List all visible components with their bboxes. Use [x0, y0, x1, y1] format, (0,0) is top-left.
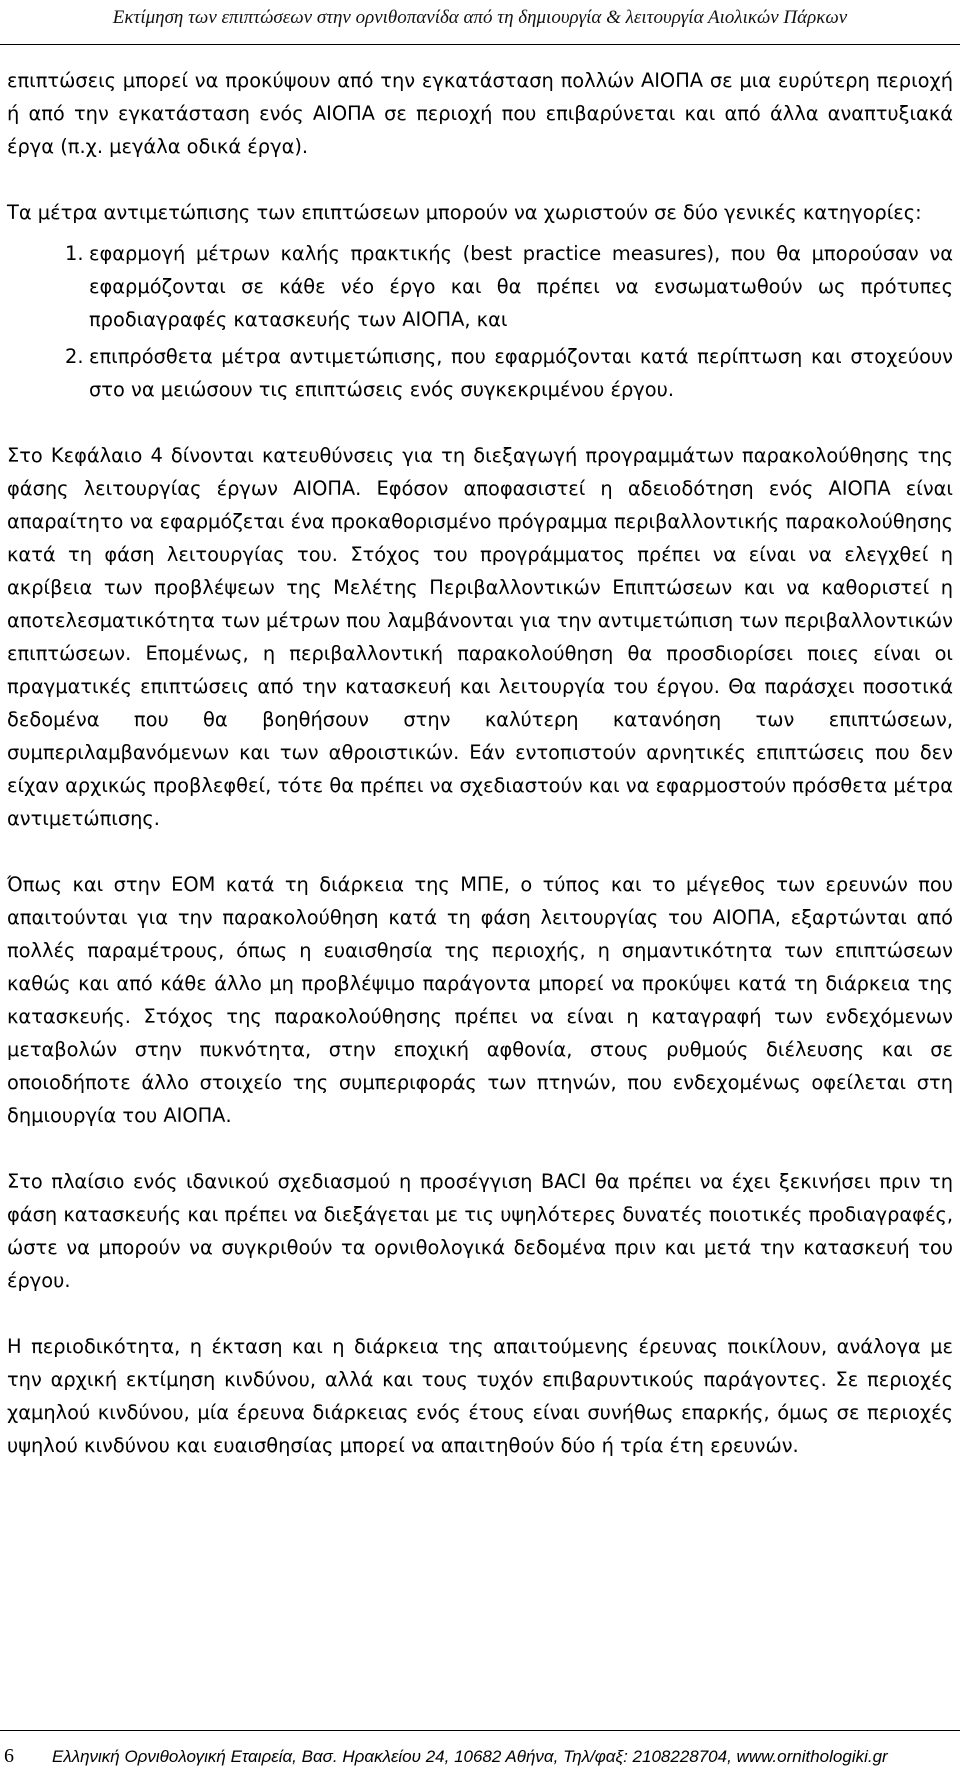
- paragraph-1: επιπτώσεις μπορεί να προκύψουν από την εγκατάσταση πολλών ΑΙΟΠΑ σε μια ευρύτερη περιοχή ή από την εγκατάσταση ενός ΑΙΟΠΑ σε περιοχή που επιβαρύνεται και από άλλα αναπτυξιακά έργα (π.χ. μεγάλα οδικά έργα).: [7, 69, 953, 158]
- paragraph-3: Στο Κεφάλαιο 4 δίνονται κατευθύνσεις για τη διεξαγωγή προγραμμάτων παρακολούθησης της φάσης λειτουργίας έργων ΑΙΟΠΑ. Εφόσον αποφασιστεί η αδειοδότηση ενός ΑΙΟΠΑ είναι απαραίτητο να εφαρμόζεται ένα προκαθορισμένο πρόγραμμα περιβαλλοντικής παρακολούθησης κατά τη φάση λειτουργίας του. Στόχος του προγράμματος πρέπει να είναι να ελεγχθεί η ακρίβεια των προβλέψεων της Μελέτης Περιβαλλοντικών Επιπτώσεων και να καθοριστεί η αποτελεσματικότητα των μέτρων που λαμβάνονται για την αντιμετώπιση των περιβαλλοντικών επιπτώσεων. Επομένως, η περιβαλλοντική παρακολούθηση θα προσδιορίσει ποιες είναι οι πραγματικές επιπτώσεις από την κατασκευή και λειτουργία του έργου. Θα παράσχει ποσοτικά δεδομένα που θα βοηθήσουν στην καλύτερη κατανόηση των επιπτώσεων, συμπεριλαμβανόμενων και των αθροιστικών. Εάν εντοπιστούν αρνητικές επιπτώσεις που δεν είχαν αρχικώς προβλεφθεί, τότε θα πρέπει να σχεδιαστούν και να εφαρμοστούν πρόσθετα μέτρα αντιμετώπισης.: [7, 444, 953, 830]
- list-item-text: επιπρόσθετα μέτρα αντιμετώπισης, που εφαρμόζονται κατά περίπτωση και στοχεύουν στο να μειώσουν τις επιπτώσεις ενός συγκεκριμένου έργου.: [89, 345, 953, 401]
- paragraph-6: Η περιοδικότητα, η έκταση και η διάρκεια της απαιτούμενης έρευνας ποικίλουν, ανάλογα με την αρχική εκτίμηση κινδύνου, αλλά και τους τυχόν επιβαρυντικούς παράγοντες. Σε περιοχές χαμηλού κινδύνου, μία έρευνα διάρκειας ενός έτους είναι συνήθως επαρκής, όμως σε περιοχές υψηλού κινδύνου και ευαισθησίας μπορεί να απαιτηθούν δύο ή τρία έτη ερευνών.: [7, 1335, 953, 1457]
- paragraph-2: Τα μέτρα αντιμετώπισης των επιπτώσεων μπορούν να χωριστούν σε δύο γενικές κατηγορίες:: [7, 201, 922, 224]
- list-item-number: 2.: [65, 345, 84, 368]
- footer-divider: [0, 1730, 960, 1731]
- list-item-text: εφαρμογή μέτρων καλής πρακτικής (best practice measures), που θα μπορούσαν να εφαρμόζονται σε κάθε νέο έργο και θα πρέπει να ενσωματωθούν ως πρότυπες προδιαγραφές κατασκευής των ΑΙΟΠΑ, και: [89, 242, 953, 331]
- page-body: [7, 64, 953, 1462]
- running-header: [0, 6, 960, 45]
- list-item: [7, 237, 953, 336]
- paragraph-5: Στο πλαίσιο ενός ιδανικού σχεδιασμού η προσέγγιση BACI θα πρέπει να έχει ξεκινήσει πριν τη φάση κατασκευής και πρέπει να διεξάγεται με τις υψηλότερες δυνατές ποιοτικές προδιαγραφές, ώστε να μπορούν να συγκριθούν τα ορνιθολογικά δεδομένα πριν και μετά την κατασκευή του έργου.: [7, 1170, 953, 1292]
- list-item: [7, 340, 953, 406]
- footer-address: Ελληνική Ορνιθολογική Εταιρεία, Βασ. Ηρακλείου 24, 10682 Αθήνα, Τηλ/φαξ: 2108228704, www.ornithologiki.gr: [52, 1747, 888, 1766]
- running-title: Εκτίμηση των επιπτώσεων στην ορνιθοπανίδα από τη δημιουργία & λειτουργία Αιολικών Πάρκων: [112, 7, 848, 28]
- measures-list: [7, 237, 953, 406]
- list-item-number: 1.: [65, 242, 84, 265]
- paragraph-4: Όπως και στην ΕΟΜ κατά τη διάρκεια της ΜΠΕ, ο τύπος και το μέγεθος των ερευνών που απαιτούνται για την παρακολούθηση κατά τη φάση λειτουργίας του ΑΙΟΠΑ, εξαρτώνται από πολλές παραμέτρους, όπως η ευαισθησία της περιοχής, η σημαντικότητα των επιπτώσεων καθώς και από κάθε άλλο μη προβλέψιμο παράγοντα μπορεί να προκύψει κατά τη διάρκεια της κατασκευής. Στόχος της παρακολούθησης πρέπει να είναι η καταγραφή των ενδεχόμενων μεταβολών στην πυκνότητα, στην εποχική αφθονία, στους ρυθμούς διέλευσης και σε οποιοδήποτε άλλο στοιχείο της συμπεριφοράς των πτηνών, που ενδεχομένως οφείλεται στη δημιουργία του ΑΙΟΠΑ.: [7, 873, 953, 1127]
- page-number: 6: [4, 1745, 14, 1767]
